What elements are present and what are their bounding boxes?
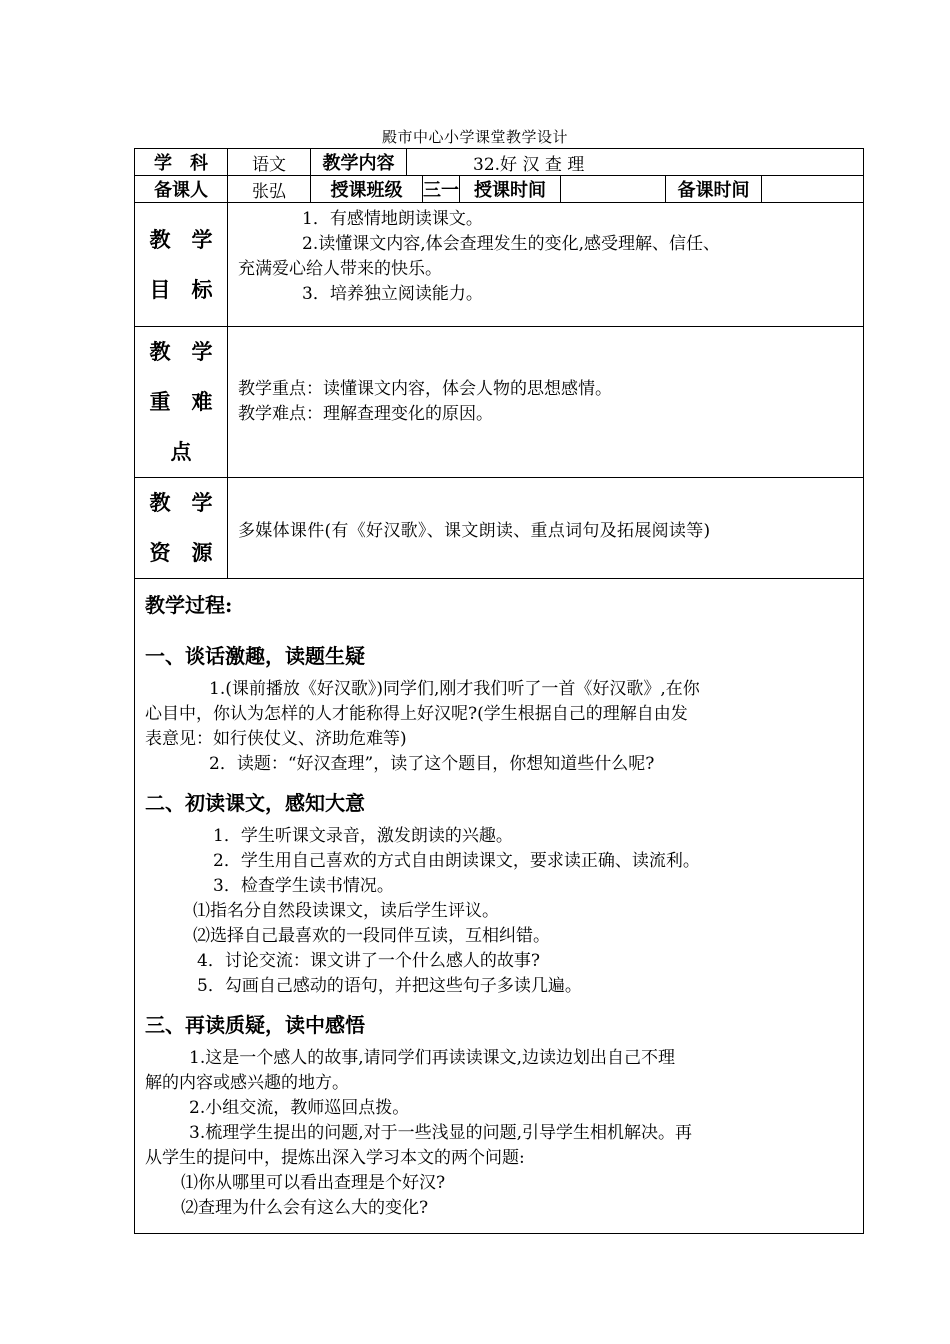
teaching-difficulty: 教学难点：理解查理变化的原因。 (238, 404, 493, 424)
resources-label (135, 478, 228, 579)
process-heading: 教学过程: (145, 593, 233, 617)
section-3-question-1: ⑴你从哪里可以看出查理是个好汉? (181, 1173, 446, 1193)
section-2-item-4: 4．讨论交流：课文讲了一个什么感人的故事? (197, 951, 540, 971)
section-1-para-1-line1: 1.(课前播放《好汉歌》)同学们,刚才我们听了一首《好汉歌》,在你 (209, 679, 700, 699)
section-3-question-2: ⑵查理为什么会有这么大的变化? (181, 1198, 429, 1218)
goals-label-line1: 教 学 (149, 226, 213, 252)
lesson-plan-table (134, 148, 864, 1234)
teacher-label: 备课人 (135, 176, 228, 203)
key-points-label-line1: 教 学 (149, 339, 213, 364)
teaching-focus: 教学重点：读懂课文内容，体会人物的思想感情。 (238, 379, 612, 399)
section-2-item-3-2: ⑵选择自己最喜欢的一段同伴互读，互相纠错。 (193, 926, 550, 946)
section-2-item-3-1: ⑴指名分自然段读课文，读后学生评议。 (193, 901, 499, 921)
prep-time-value (762, 176, 864, 203)
resources-row (135, 478, 864, 579)
section-2-title: 二、初读课文，感知大意 (145, 791, 365, 815)
subject-row (135, 149, 864, 176)
document-title: 殿市中心小学课堂教学设计 (381, 128, 568, 146)
goals-row (135, 203, 864, 327)
key-points-label (135, 327, 228, 478)
teacher-row (135, 176, 864, 203)
resources-label-line1: 教 学 (149, 490, 213, 515)
section-3-para-1-line2: 解的内容或感兴趣的地方。 (145, 1073, 349, 1093)
teacher-value: 张弘 (228, 176, 311, 203)
goals-content (228, 203, 864, 327)
process-row (135, 579, 864, 1234)
section-2-item-3: 3．检查学生读书情况。 (213, 876, 394, 896)
class-label: 授课班级 (311, 176, 423, 203)
key-points-row (135, 327, 864, 478)
section-1-para-2: 2．读题：“好汉查理”，读了这个题目，你想知道些什么呢? (209, 754, 655, 774)
goal-2-line1: 2.读懂课文内容,体会查理发生的变化,感受理解、信任、 (302, 234, 721, 254)
subject-label: 学 科 (135, 149, 228, 176)
key-points-label-line2: 重 难 (149, 389, 213, 414)
goals-label-line2: 目 标 (149, 276, 213, 302)
goal-1: 1．有感情地朗读课文。 (302, 209, 483, 229)
section-3-para-3-line1: 3.梳理学生提出的问题,对于一些浅显的问题,引导学生相机解决。再 (189, 1123, 693, 1143)
section-3-para-1-line1: 1.这是一个感人的故事,请同学们再读读课文,边读边划出自己不理 (189, 1048, 676, 1068)
time-value (561, 176, 666, 203)
section-2-item-5: 5．勾画自己感动的语句，并把这些句子多读几遍。 (197, 976, 582, 996)
section-3-para-3-line2: 从学生的提问中，提炼出深入学习本文的两个问题: (145, 1148, 525, 1168)
content-value: 32.好 汉 查 理 (407, 149, 864, 176)
resources-label-line2: 资 源 (149, 540, 213, 565)
section-1-title: 一、谈话激趣，读题生疑 (145, 644, 365, 668)
resources-content: 多媒体课件(有《好汉歌》、课文朗读、重点词句及拓展阅读等) (228, 478, 864, 579)
goals-label (135, 203, 228, 327)
prep-time-label: 备课时间 (666, 176, 762, 203)
section-2-item-1: 1．学生听课文录音，激发朗读的兴趣。 (213, 826, 513, 846)
section-1-para-1-line2: 心目中，你认为怎样的人才能称得上好汉呢?(学生根据自己的理解自由发 (145, 704, 688, 724)
class-value: 三一 (423, 176, 460, 203)
goal-3: 3．培养独立阅读能力。 (302, 284, 483, 304)
content-label: 教学内容 (311, 149, 407, 176)
process-content (135, 579, 864, 1234)
key-points-label-line3: 点 (170, 439, 192, 464)
section-1-para-1-line3: 表意见：如行侠仗义、济助危难等) (145, 729, 407, 749)
key-points-content (228, 327, 864, 478)
time-label: 授课时间 (460, 176, 561, 203)
section-2-item-2: 2．学生用自己喜欢的方式自由朗读课文，要求读正确、读流利。 (213, 851, 700, 871)
section-3-para-2: 2.小组交流，教师巡回点拨。 (189, 1098, 410, 1118)
section-3-title: 三、再读质疑，读中感悟 (145, 1013, 365, 1037)
goal-2-line2: 充满爱心给人带来的快乐。 (238, 259, 442, 279)
subject-value: 语文 (228, 149, 311, 176)
